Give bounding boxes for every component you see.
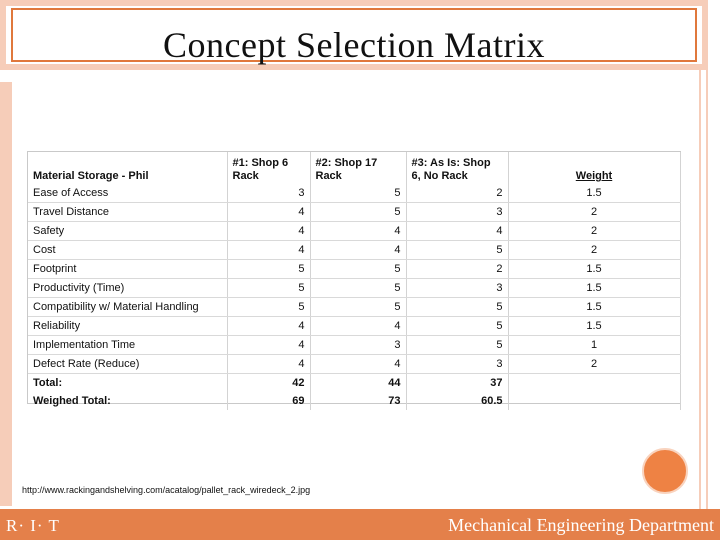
source-url: http://www.rackingandshelving.com/acatalog/pallet_rack_wiredeck_2.jpg [22,485,311,495]
department-name: Mechanical Engineering Department [448,515,714,535]
concept-2-total: 44 [310,374,406,393]
concept-2-score: 3 [310,336,406,355]
weight-value: 1.5 [508,279,680,298]
weighed-total-label: Weighed Total: [28,392,227,410]
concept-1-score: 4 [227,355,310,374]
orange-circle-decoration [642,448,688,494]
criterion-label: Safety [28,222,227,241]
concept-1-header: #1: Shop 6 Rack [227,152,310,184]
weight-value: 1.5 [508,260,680,279]
concept-2-score: 4 [310,241,406,260]
table-row [28,222,680,241]
concept-2-score: 5 [310,203,406,222]
table-row [28,203,680,222]
weight-empty-cell [508,374,680,393]
weight-value: 1 [508,336,680,355]
left-decorative-stripe [0,82,12,506]
total-label: Total: [28,374,227,393]
table-row [28,184,680,203]
criterion-label: Productivity (Time) [28,279,227,298]
concept-1-score: 5 [227,279,310,298]
criterion-label: Reliability [28,317,227,336]
weighed-total-row [28,392,680,410]
title-frame [0,0,708,70]
concept-2-score: 4 [310,355,406,374]
criterion-label: Travel Distance [28,203,227,222]
slide-title: Concept Selection Matrix [163,25,545,65]
table-row [28,317,680,336]
right-decorative-line [706,70,708,509]
table-row [28,298,680,317]
criterion-label: Footprint [28,260,227,279]
concept-3-score: 3 [406,279,508,298]
concept-3-score: 2 [406,184,508,203]
concept-3-weighed-total: 60.5 [406,392,508,410]
concept-1-score: 4 [227,203,310,222]
concept-1-score: 3 [227,184,310,203]
table-row [28,260,680,279]
criterion-label: Cost [28,241,227,260]
weight-value: 1.5 [508,184,680,203]
criterion-label: Defect Rate (Reduce) [28,355,227,374]
concept-2-score: 4 [310,317,406,336]
weight-value: 1.5 [508,298,680,317]
rit-logo: R· I· T [6,516,60,535]
concept-3-score: 5 [406,336,508,355]
concept-1-score: 4 [227,317,310,336]
concept-1-weighed-total: 69 [227,392,310,410]
concept-2-score: 4 [310,222,406,241]
concept-3-score: 3 [406,355,508,374]
criterion-label: Ease of Access [28,184,227,203]
concept-3-total: 37 [406,374,508,393]
concept-3-score: 3 [406,203,508,222]
footer-bar [0,509,720,540]
concept-2-score: 5 [310,298,406,317]
table-row [28,241,680,260]
concept-3-score: 2 [406,260,508,279]
table-row [28,336,680,355]
concept-3-header: #3: As Is: Shop 6, No Rack [406,152,508,184]
weight-empty-cell [508,392,680,410]
criterion-label: Implementation Time [28,336,227,355]
concept-3-score: 5 [406,317,508,336]
table-header-row [28,152,680,184]
concept-2-weighed-total: 73 [310,392,406,410]
right-decorative-line [699,70,701,509]
concept-3-score: 5 [406,241,508,260]
concept-2-score: 5 [310,279,406,298]
total-row [28,374,680,393]
weight-value: 1.5 [508,317,680,336]
table-row [28,279,680,298]
concept-1-score: 4 [227,241,310,260]
concept-1-total: 42 [227,374,310,393]
weight-header: Weight [508,152,680,184]
concept-3-score: 5 [406,298,508,317]
concept-1-score: 4 [227,336,310,355]
concept-3-score: 4 [406,222,508,241]
weight-value: 2 [508,355,680,374]
concept-1-score: 4 [227,222,310,241]
concept-1-score: 5 [227,260,310,279]
criteria-header: Material Storage - Phil [28,152,227,184]
weight-value: 2 [508,203,680,222]
concept-2-header: #2: Shop 17 Rack [310,152,406,184]
table-row [28,355,680,374]
concept-selection-table [27,151,681,407]
weight-value: 2 [508,241,680,260]
concept-2-score: 5 [310,260,406,279]
criterion-label: Compatibility w/ Material Handling [28,298,227,317]
concept-1-score: 5 [227,298,310,317]
concept-2-score: 5 [310,184,406,203]
weight-value: 2 [508,222,680,241]
